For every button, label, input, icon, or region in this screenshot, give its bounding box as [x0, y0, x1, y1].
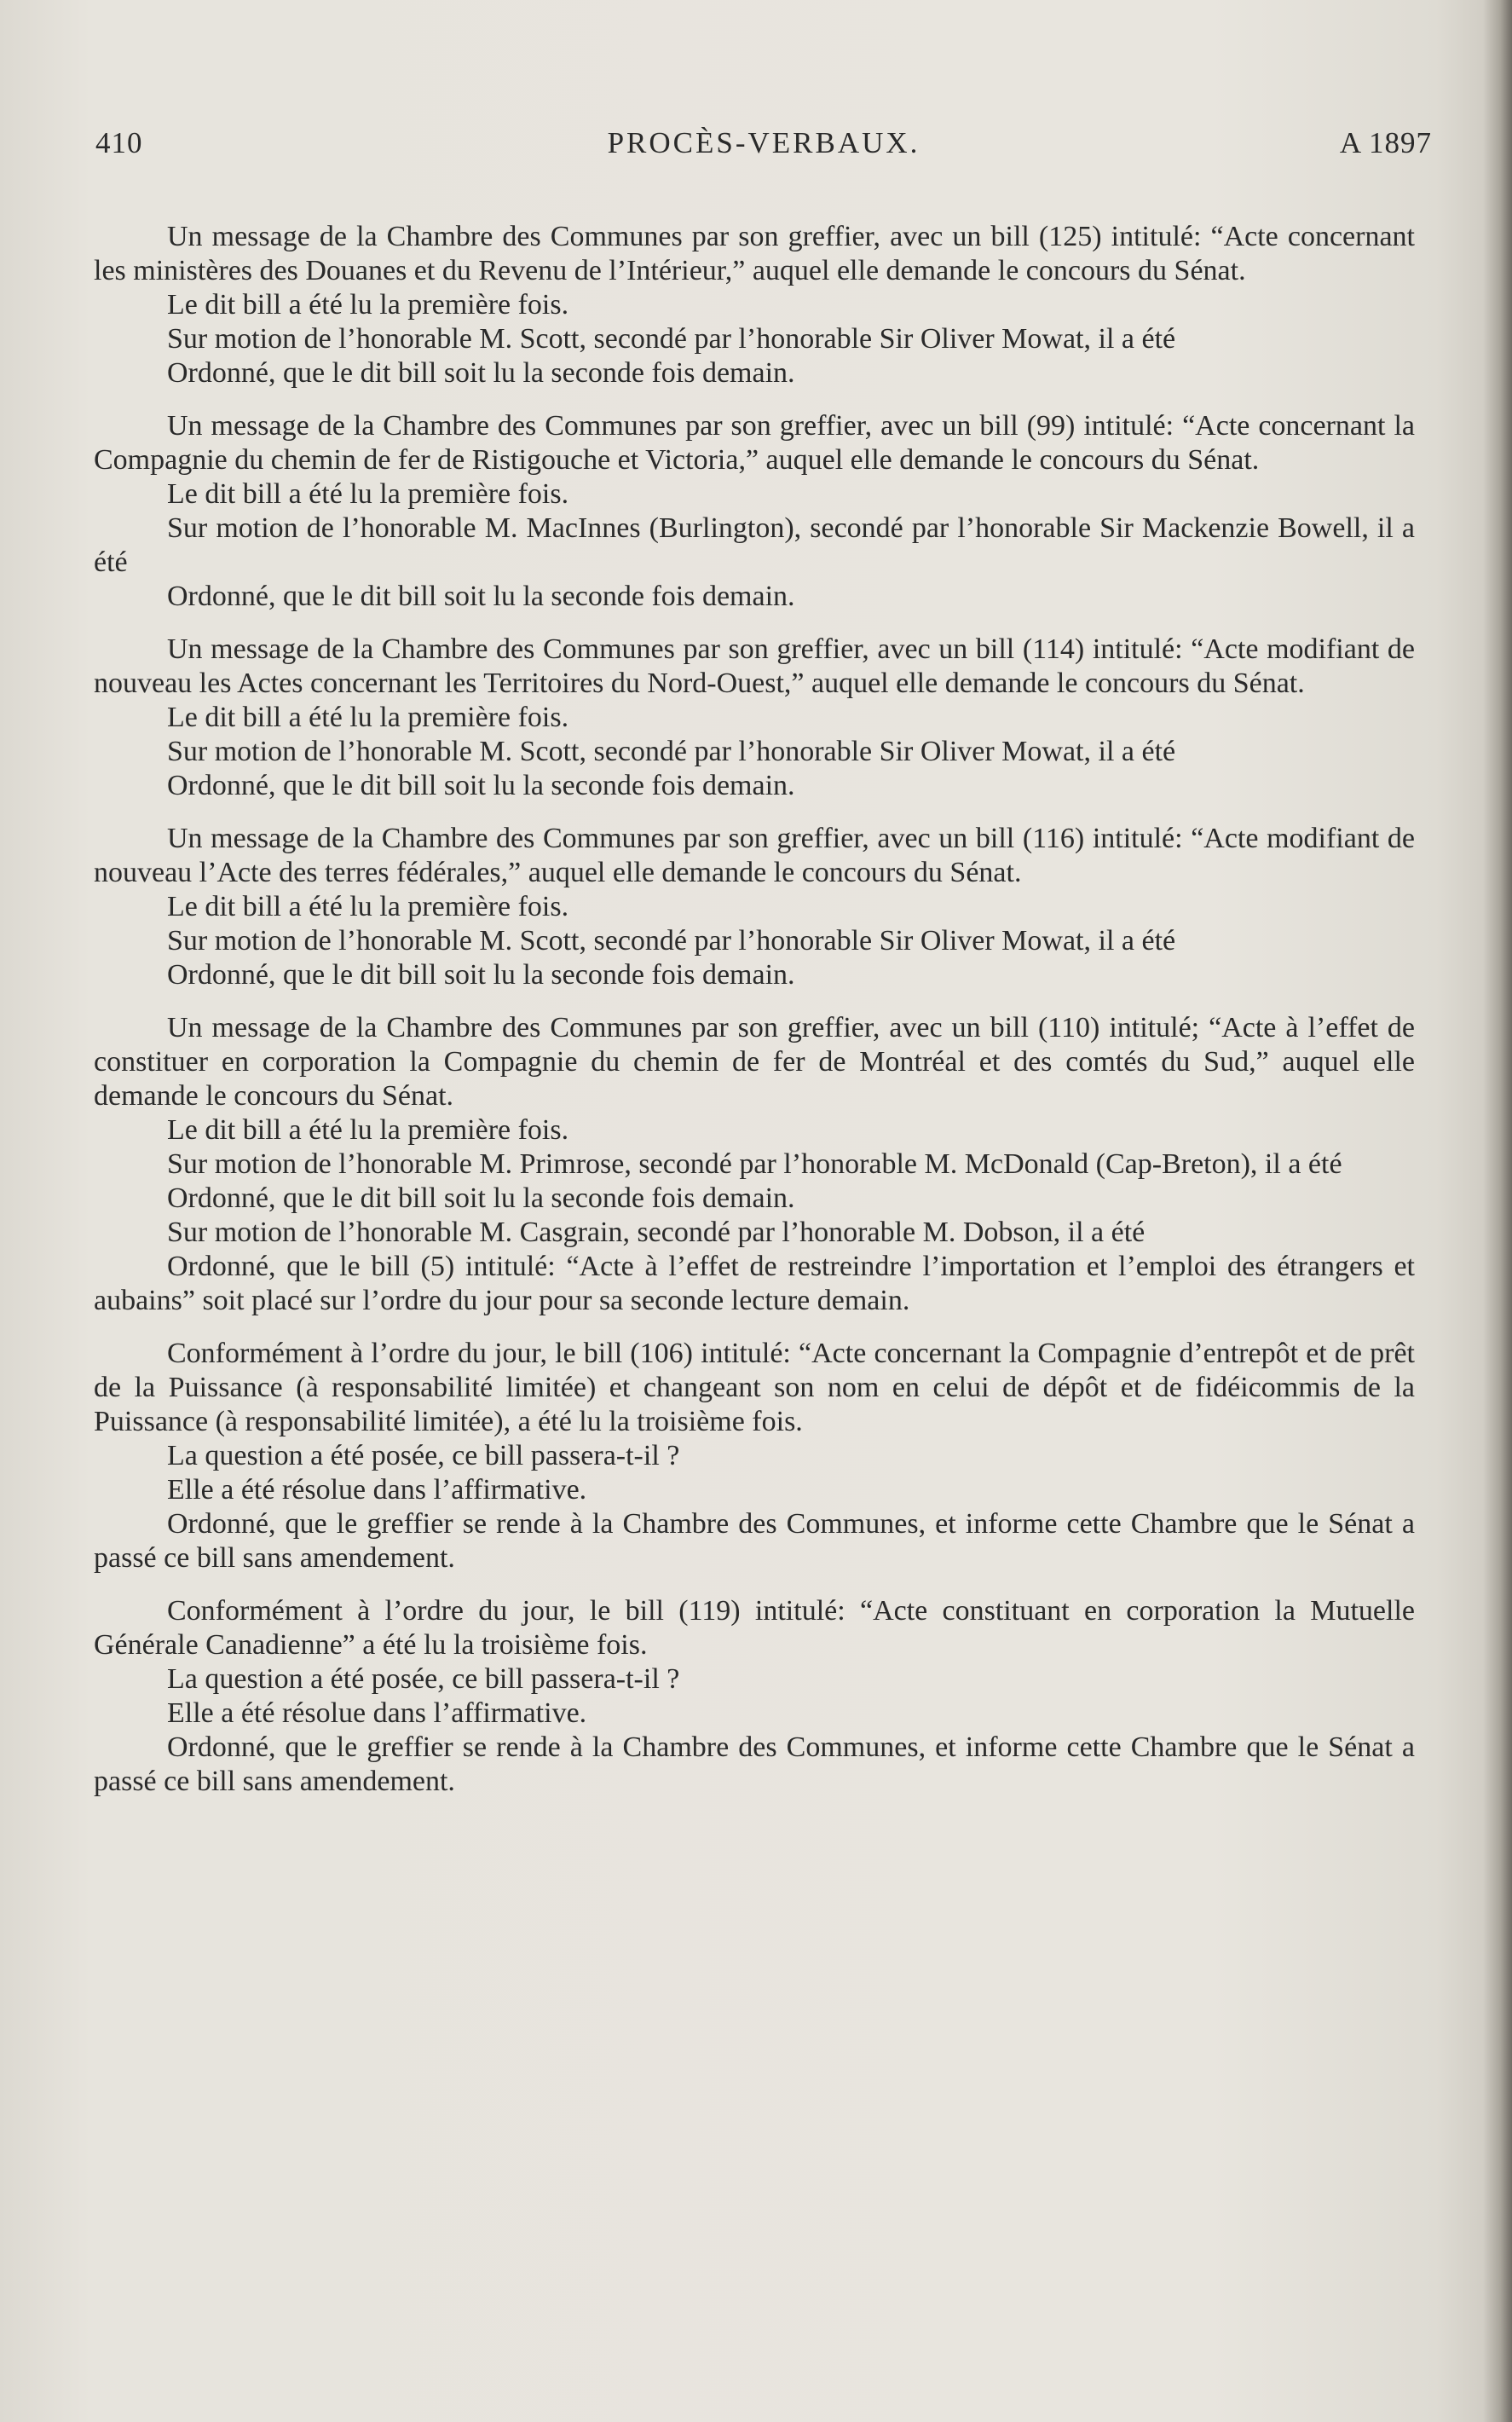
paragraph: Ordonné, que le dit bill soit lu la seconde fois demain.	[167, 357, 795, 389]
paragraph: Sur motion de l’honorable M. Primrose, secondé par l’honorable M. McDonald (Cap-Breton), il a été	[167, 1148, 1342, 1180]
paragraph: Un message de la Chambre des Communes par son greffier, avec un bill (110) intitulé; “Acte à l’effet de constituer en corporation la Compagnie du chemin de fer de Montréal et des comtés du Sud,” auquel elle demande le concours du Sénat.	[94, 1012, 1415, 1112]
paragraph: Ordonné, que le dit bill soit lu la seconde fois demain.	[167, 1182, 795, 1214]
paragraph: Ordonné, que le dit bill soit lu la seconde fois demain.	[167, 770, 795, 801]
page-number: 410	[95, 126, 143, 159]
page-year: A 1897	[1339, 126, 1432, 159]
entry-bill-119	[94, 1594, 1415, 1799]
paragraph: Sur motion de l’honorable M. Scott, secondé par l’honorable Sir Oliver Mowat, il a été	[167, 323, 1176, 355]
entry-bill-99	[94, 409, 1415, 614]
entry-bill-116	[94, 822, 1415, 992]
paragraph: Conformément à l’ordre du jour, le bill (119) intitulé: “Acte constituant en corporation la Mutuelle Générale Canadienne” a été lu la troisième fois.	[94, 1595, 1415, 1661]
paragraph: Elle a été résolue dans l’affirmative.	[167, 1474, 587, 1506]
page-title: PROCÈS-VERBAUX.	[607, 126, 920, 159]
paragraph: Ordonné, que le dit bill soit lu la seconde fois demain.	[167, 581, 795, 612]
paragraph: Ordonné, que le greffier se rende à la Chambre des Communes, et informe cette Chambre que le Sénat a passé ce bill sans amendement.	[94, 1731, 1415, 1797]
page-edge-shadow	[1483, 0, 1512, 2422]
paragraph: Sur motion de l’honorable M. Scott, secondé par l’honorable Sir Oliver Mowat, il a été	[167, 925, 1176, 957]
entry-bill-125	[94, 220, 1415, 390]
document-body	[94, 220, 1415, 1818]
paragraph: La question a été posée, ce bill passera-t-il ?	[167, 1440, 680, 1471]
paragraph: Conformément à l’ordre du jour, le bill (106) intitulé: “Acte concernant la Compagnie d’entrepôt et de prêt de la Puissance (à responsabilité limitée) et changeant son nom en celui de dépôt et de fidéicommis de la Puissance (à responsabilité limitée), a été lu la troisième fois.	[94, 1338, 1415, 1437]
paragraph: Le dit bill a été lu la première fois.	[167, 289, 569, 321]
paragraph: Le dit bill a été lu la première fois.	[167, 1114, 569, 1146]
entry-bill-110	[94, 1011, 1415, 1318]
entry-bill-106	[94, 1337, 1415, 1575]
paragraph: Sur motion de l’honorable M. Scott, secondé par l’honorable Sir Oliver Mowat, il a été	[167, 736, 1176, 767]
paragraph: Sur motion de l’honorable M. Casgrain, secondé par l’honorable M. Dobson, il a été	[167, 1217, 1146, 1248]
paragraph: Un message de la Chambre des Communes par son greffier, avec un bill (114) intitulé: “Acte modifiant de nouveau les Actes concernant les Territoires du Nord-Ouest,” auquel elle demande le concours du Sénat.	[94, 633, 1415, 699]
paragraph: Le dit bill a été lu la première fois.	[167, 478, 569, 510]
paragraph: Ordonné, que le greffier se rende à la Chambre des Communes, et informe cette Chambre que le Sénat a passé ce bill sans amendement.	[94, 1508, 1415, 1574]
paragraph: Ordonné, que le dit bill soit lu la seconde fois demain.	[167, 959, 795, 991]
paragraph: Le dit bill a été lu la première fois.	[167, 702, 569, 733]
paragraph: La question a été posée, ce bill passera-t-il ?	[167, 1663, 680, 1695]
paragraph: Sur motion de l’honorable M. MacInnes (Burlington), secondé par l’honorable Sir Mackenzie Bowell, il a été	[94, 512, 1415, 578]
paragraph: Ordonné, que le bill (5) intitulé: “Acte à l’effet de restreindre l’importation et l’emploi des étrangers et aubains” soit placé sur l’ordre du jour pour sa seconde lecture demain.	[94, 1251, 1415, 1316]
paragraph: Un message de la Chambre des Communes par son greffier, avec un bill (99) intitulé: “Acte concernant la Compagnie du chemin de fer de Ristigouche et Victoria,” auquel elle demande le concours du Sénat.	[94, 410, 1415, 476]
paragraph: Un message de la Chambre des Communes par son greffier, avec un bill (116) intitulé: “Acte modifiant de nouveau l’Acte des terres fédérales,” auquel elle demande le concours du Sénat.	[94, 823, 1415, 888]
entry-bill-114	[94, 633, 1415, 803]
page-header	[95, 126, 1432, 171]
paragraph: Elle a été résolue dans l’affirmative.	[167, 1697, 587, 1729]
paragraph: Un message de la Chambre des Communes par son greffier, avec un bill (125) intitulé: “Acte concernant les ministères des Douanes et du Revenu de l’Intérieur,” auquel elle demande le concours du Sénat.	[94, 221, 1415, 286]
paragraph: Le dit bill a été lu la première fois.	[167, 891, 569, 922]
